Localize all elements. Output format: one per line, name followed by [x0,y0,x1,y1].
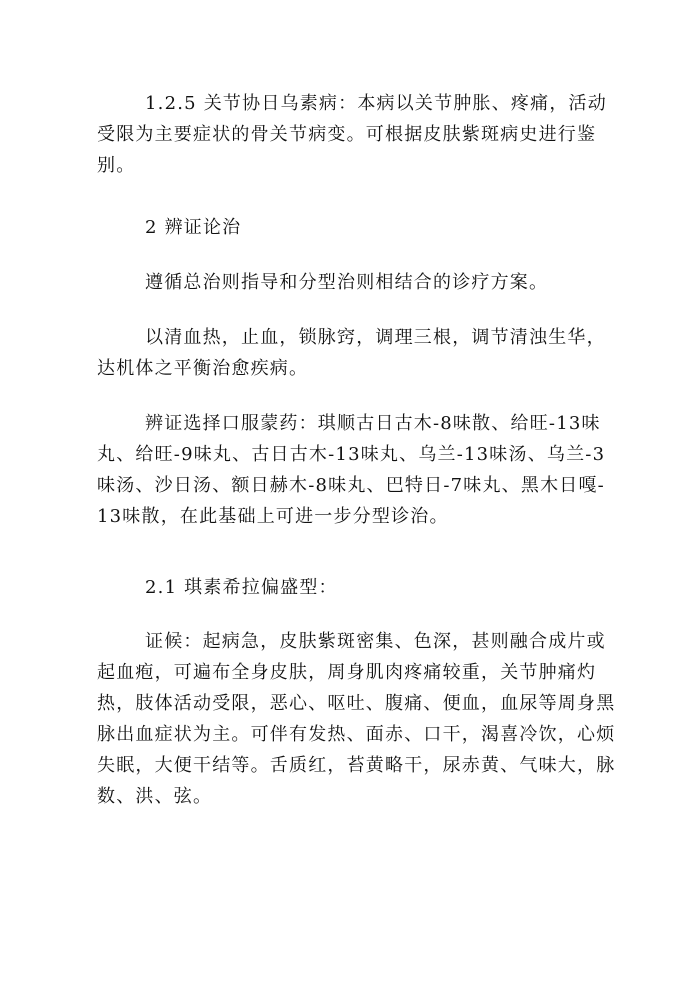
section-heading-syndrome-treatment: 2 辨证论治 [145,217,242,238]
subsection-heading-type-1: 2.1 琪素希拉偏盛型： [145,577,338,598]
paragraph-joint-disease-differential: 1.2.5 关节协日乌素病：本病以关节肿胀、疼痛，活动受限为主要症状的骨关节病变。可根据皮肤紫斑病史进行鉴别。 [97,93,607,176]
paragraph-treatment-goal: 以清血热，止血，锁脉窍，调理三根，调节清浊生华，达机体之平衡治愈疾病。 [97,327,606,379]
paragraph-oral-medicines: 辨证选择口服蒙药：琪顺古日古木-8味散、给旺-13味丸、给旺-9味丸、古日古木-13味丸、乌兰-13味汤、乌兰-3味汤、沙日汤、额日赫木-8味丸、巴特日-7味丸、黑木日嘎-13味散，在此基础上可进一步分型诊治。 [97,413,606,527]
paragraph-treatment-principle: 遵循总治则指导和分型治则相结合的诊疗方案。 [145,272,549,293]
paragraph-symptoms: 证候：起病急，皮肤紫斑密集、色深，甚则融合成片或起血疱，可遍布全身皮肤，周身肌肉疼痛较重，关节肿痛灼热，肢体活动受限，恶心、呕吐、腹痛、便血，血尿等周身黑脉出血症状为主。可伴有发热、面赤、口干，渴喜冷饮，心烦失眠，大便干结等。舌质红，苔黄略干，尿赤黄、气味大，脉数、洪、弦。 [97,631,616,807]
